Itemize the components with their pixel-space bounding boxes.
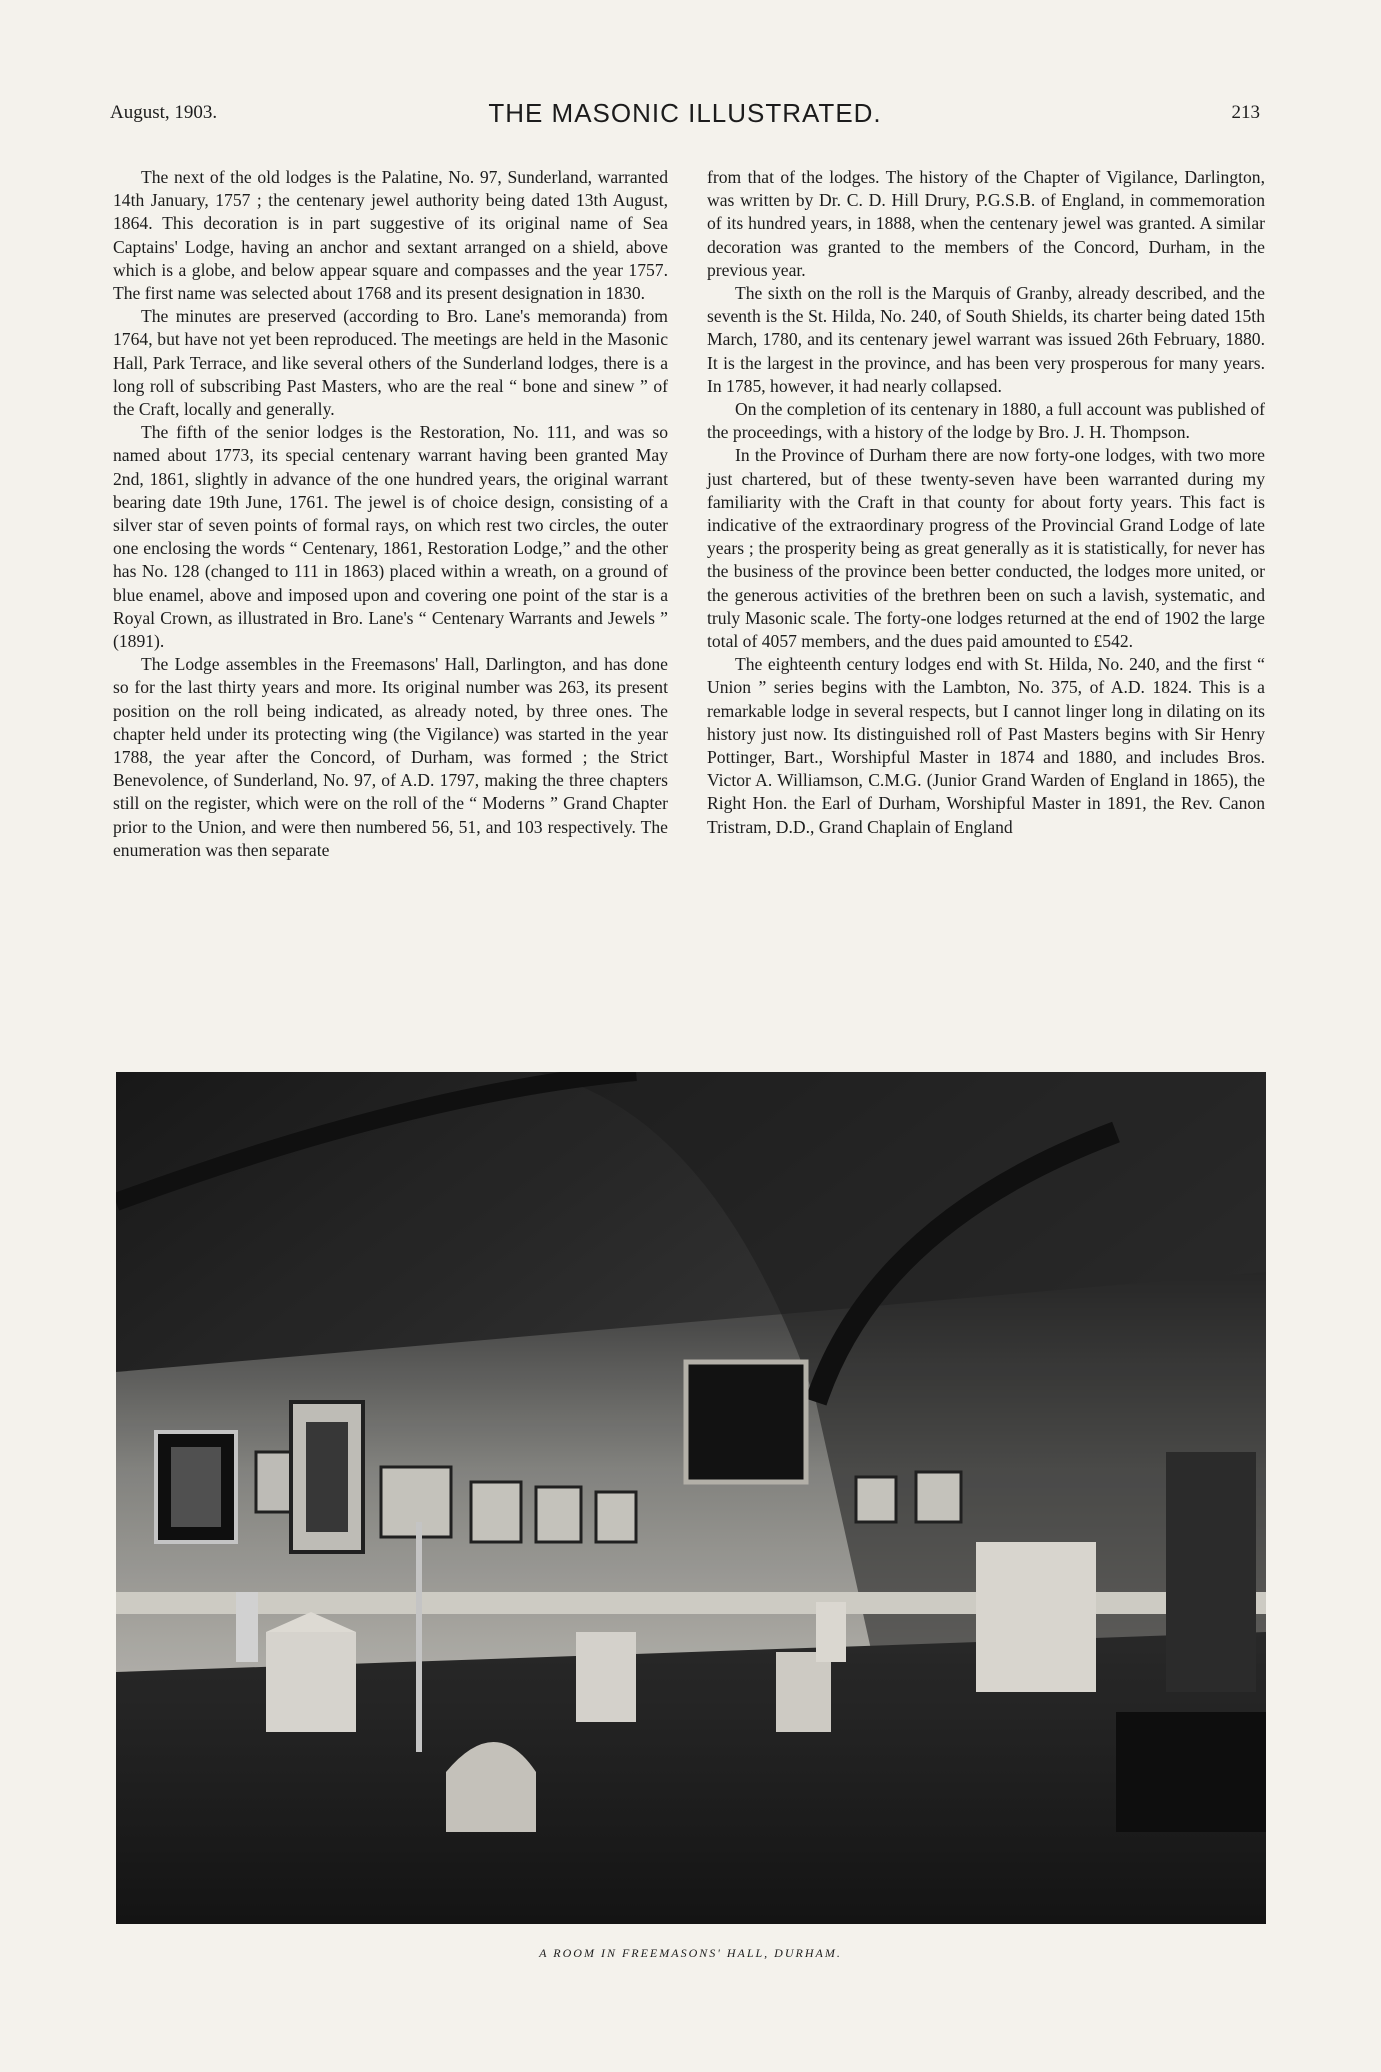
paragraph: The fifth of the senior lodges is the Restoration, No. 111, and was so named about 1773, its special centenary warrant having been granted May 2nd, 1861, slightly in advance of the one hundred years, the original warrant bearing date 19th June, 1761. The jewel is of choice design, consisting of a silver star of seven points of formal rays, on which rest two circles, the outer one enclosing the words “ Centenary, 1861, Restoration Lodge,” and the other has No. 128 (changed to 111 in 1863) placed within a wreath, on a ground of blue enamel, above and imposed upon and covering one point of the star is a Royal Crown, as illustrated in Bro. Lane's “ Centenary Warrants and Jewels ” (1891). [113,422,668,652]
paragraph: The minutes are preserved (according to Bro. Lane's memoranda) from 1764, but have not yet been reproduced. The meetings are held in the Masonic Hall, Park Terrace, and like several others of the Sunderland lodges, there is a long roll of subscribing Past Masters, who are the real “ bone and sinew ” of the Craft, locally and generally. [113,306,668,420]
paragraph: The eighteenth century lodges end with St. Hilda, No. 240, and the first “ Union ” series begins with the Lambton, No. 375, of A.D. 1824. This is a remarkable lodge in several respects, but I cannot linger long in dilating on its history just now. Its distinguished roll of Past Masters begins with Sir Henry Pottinger, Bart., Worshipful Master in 1874 and 1880, and includes Bros. Victor A. Williamson, C.M.G. (Junior Grand Warden of England in 1865), the Right Hon. the Earl of Durham, Worshipful Master in 1891, the Rev. Canon Tristram, D.D., Grand Chaplain of England [707,654,1265,837]
paragraph: The Lodge assembles in the Freemasons' Hall, Darlington, and has done so for the last thirty years and more. Its original number was 263, its present position on the roll being indicated, as already noted, by three ones. The chapter held under its protecting wing (the Vigilance) was started in the year 1788, the year after the Concord, of Durham, was formed ; the Strict Benevolence, of Sunderland, No. 97, of A.D. 1797, making the three chapters still on the register, which were on the roll of the “ Moderns ” Grand Chapter prior to the Union, and were then numbered 56, 51, and 103 respectively. The enumeration was then separate [113,654,668,860]
paragraph: On the completion of its centenary in 1880, a full account was published of the proceedings, with a history of the lodge by Bro. J. H. Thompson. [707,399,1265,443]
issue-date: August, 1903. [110,102,218,123]
hall-photograph [116,1072,1266,1924]
paragraph: The sixth on the roll is the Marquis of Granby, already described, and the seventh is the St. Hilda, No. 240, of South Shields, its charter being dated 15th March, 1780, and its centenary jewel warrant was issued 26th February, 1880. It is the largest in the province, and has been very prosperous for many years. In 1785, however, it had nearly collapsed. [707,283,1265,396]
paragraph: In the Province of Durham there are now forty-one lodges, with two more just chartered, but of these twenty-seven have been warranted during my familiarity with the Craft in that county for about forty years. This fact is indicative of the extraordinary progress of the Provincial Grand Lodge of late years ; the prosperity being as great generally as it is statistically, for never has the business of the province been better conducted, the lodges more united, or the generous activities of the brethren been on such a lavish, systematic, and truly Masonic scale. The forty-one lodges returned at the end of 1902 the large total of 4057 members, and the dues paid amounted to £542. [707,445,1265,652]
right-column [707,166,1265,839]
publication-title: THE MASONIC ILLUSTRATED. [488,98,882,128]
paragraph: The next of the old lodges is the Palatine, No. 97, Sunderland, warranted 14th January, 1757 ; the centenary jewel authority being dated 13th August, 1864. This decoration is in part suggestive of its original name of Sea Captains' Lodge, having an anchor and sextant arranged on a shield, above which is a globe, and below appear square and compasses and the year 1757. The first name was selected about 1768 and its present designation in 1830. [113,167,668,304]
figure-caption: A ROOM IN FREEMASONS' HALL, DURHAM. [539,1946,842,1960]
page-number: 213 [1231,102,1260,123]
paragraph: from that of the lodges. The history of the Chapter of Vigilance, Darlington, was written by Dr. C. D. Hill Drury, P.G.S.B. of England, in commemoration of its hundred years, in 1888, when the centenary jewel was granted. A similar decoration was granted to the members of the Concord, Durham, in the previous year. [707,167,1265,280]
left-column [113,166,668,862]
page-header [110,98,1260,138]
